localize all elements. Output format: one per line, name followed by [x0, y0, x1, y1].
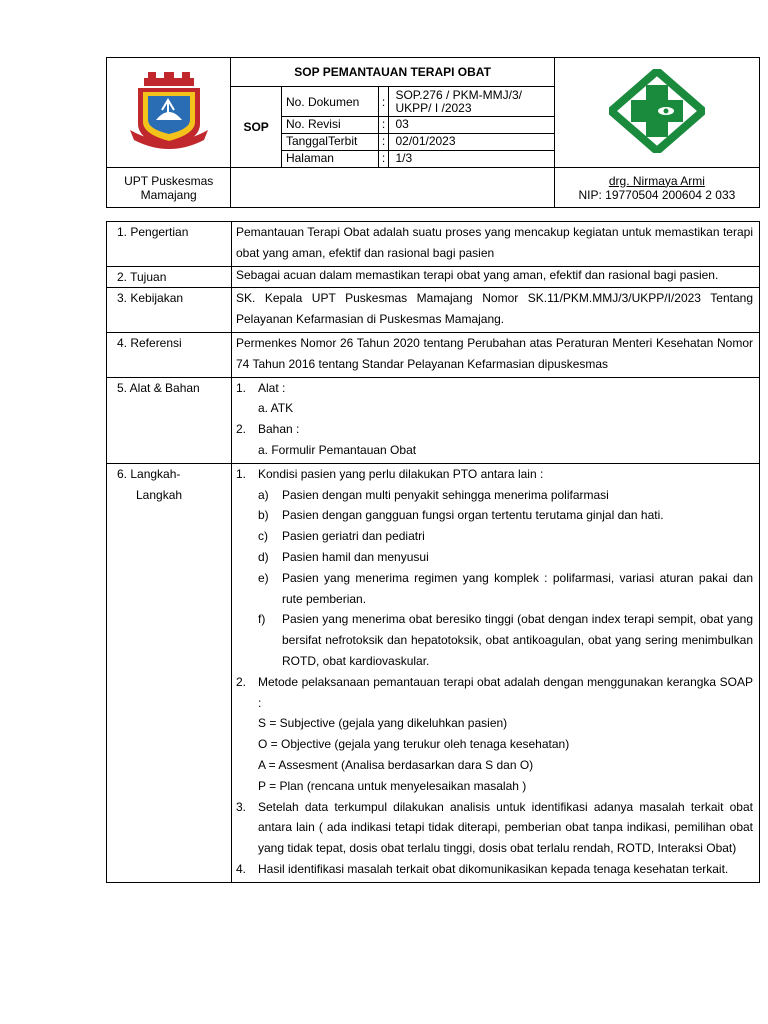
- step-text: Setelah data terkumpul dilakukan analisis untuk identifikasi adanya masalah terkait obat antara lain ( ada indikasi tetapi tidak diterapi, pemberian obat tanpa indikasi, pemilihan obat yang tidak tepat, dosis obat terlalu tinggi, dosis obat terlalu rendah, ROTD, Interaksi Obat): [258, 799, 753, 856]
- section-label: Langkah: [136, 487, 183, 502]
- sub-letter: e): [258, 570, 269, 585]
- revision-value: 03: [389, 117, 554, 134]
- section-row: [107, 288, 760, 333]
- step-text: Hasil identifikasi masalah terkait obat dikomunikasikan kepada tenaga kesehatan terkait.: [258, 861, 729, 876]
- issue-date-value: 02/01/2023: [389, 134, 554, 151]
- signer-cell: [554, 168, 759, 208]
- section-text: SK. Kepala UPT Puskesmas Mamajang Nomor SK.11/PKM.MMJ/3/UKPP/I/2023 Tentang Pelayanan Kefarmasian di Puskesmas Mamajang.: [232, 288, 760, 333]
- section-label: 4. Referensi: [107, 332, 232, 377]
- signer-nip: NIP: 19770504 200604 2 033: [578, 187, 736, 202]
- institution-location: Mamajang: [140, 187, 197, 202]
- list-number: 3.: [236, 799, 247, 814]
- section-text: Permenkes Nomor 26 Tahun 2020 tentang Perubahan atas Peraturan Menteri Kesehatan Nomor 74 Tahun 2016 tentang Standar Pelayanan Kefarmasian dipuskesmas: [232, 332, 760, 377]
- list-item: a. ATK: [258, 401, 294, 416]
- list-number: 2.: [236, 422, 247, 437]
- list-item: a. Formulir Pemantauan Obat: [258, 442, 417, 457]
- revision-label: No. Revisi: [281, 117, 378, 134]
- list-number: 1.: [236, 380, 247, 395]
- sub-item: Pasien yang menerima obat beresiko tinggi (obat dengan index terapi sempit, obat yang bersifat nefrotoksik dan hepatotoksik, obat antikoagulan, obat yang sering menimbulkan ROTD, obat kardiovaskular.: [282, 612, 753, 668]
- section-label: 5. Alat & Bahan: [107, 377, 232, 463]
- puskesmas-logo-icon: [609, 69, 705, 153]
- list-number: 4.: [236, 861, 247, 876]
- revision-colon: :: [378, 117, 389, 134]
- step-text: Metode pelaksanaan pemantauan terapi obat adalah dengan menggunakan kerangka SOAP :: [258, 674, 753, 710]
- page-colon: :: [378, 151, 389, 168]
- section-text: Pemantauan Terapi Obat adalah suatu proses yang mencakup kegiatan untuk memastikan terapi obat yang aman, efektif dan rasional bagi pasien: [232, 222, 760, 267]
- sub-item: Pasien dengan multi penyakit sehingga menerima polifarmasi: [282, 487, 609, 502]
- section-label: 2. Tujuan: [107, 266, 232, 288]
- sub-item: Pasien dengan gangguan fungsi organ tertentu terutama ginjal dan hati.: [282, 508, 664, 523]
- doc-number-label: No. Dokumen: [281, 87, 378, 117]
- sub-letter: f): [258, 612, 266, 627]
- section-list: [232, 377, 760, 463]
- sub-item: Pasien geriatri dan pediatri: [282, 529, 425, 544]
- page-value: 1/3: [389, 151, 554, 168]
- sub-letter: a): [258, 487, 269, 502]
- section-list: [232, 463, 760, 882]
- list-number: 1.: [236, 466, 247, 481]
- sub-letter: d): [258, 549, 269, 564]
- sub-letter: c): [258, 529, 268, 544]
- soap-item: O = Objective (gejala yang terukur oleh tenaga kesehatan): [258, 737, 570, 752]
- city-emblem-icon: [126, 70, 212, 152]
- section-label: 1. Pengertian: [107, 222, 232, 267]
- issue-date-label: TanggalTerbit: [281, 134, 378, 151]
- section-row: [107, 463, 760, 882]
- health-logo-cell: [554, 58, 759, 168]
- soap-item: S = Subjective (gejala yang dikeluhkan pasien): [258, 716, 508, 731]
- list-number: 2.: [236, 674, 247, 689]
- section-row: [107, 222, 760, 267]
- list-item: Alat :: [258, 380, 286, 395]
- soap-item: P = Plan (rencana untuk menyelesaikan masalah ): [258, 778, 527, 793]
- page-label: Halaman: [281, 151, 378, 168]
- institution-name: UPT Puskesmas: [124, 173, 214, 188]
- sop-label: SOP: [231, 87, 282, 168]
- signer-name: drg. Nirmaya Armi: [608, 173, 705, 188]
- list-item: Bahan :: [258, 422, 300, 437]
- institution-cell: [107, 168, 231, 208]
- step-text: Kondisi pasien yang perlu dilakukan PTO antara lain :: [258, 466, 544, 481]
- sop-header-table: [106, 57, 760, 208]
- soap-item: A = Assesment (Analisa berdasarkan dara S dan O): [258, 757, 534, 772]
- section-row: [107, 377, 760, 463]
- city-logo-cell: [107, 58, 231, 168]
- section-label: 3. Kebijakan: [107, 288, 232, 333]
- sub-item: Pasien hamil dan menyusui: [282, 549, 429, 564]
- section-text: Sebagai acuan dalam memastikan terapi obat yang aman, efektif dan rasional bagi pasien.: [232, 266, 760, 288]
- blank-cell: [231, 168, 554, 208]
- issue-date-colon: :: [378, 134, 389, 151]
- sub-letter: b): [258, 508, 269, 523]
- doc-number-value: SOP.276 / PKM-MMJ/3/ UKPP/ I /2023: [389, 87, 554, 117]
- section-label: 6. Langkah-: [117, 466, 181, 481]
- sop-content-table: [106, 221, 760, 883]
- section-label-cell: [107, 463, 232, 882]
- sub-item: Pasien yang menerima regimen yang komplek : polifarmasi, variasi aturan pakai dan rute pemberian.: [282, 570, 753, 606]
- document-title: SOP PEMANTAUAN TERAPI OBAT: [231, 58, 554, 87]
- section-row: [107, 332, 760, 377]
- section-row: [107, 266, 760, 288]
- doc-number-colon: :: [378, 87, 389, 117]
